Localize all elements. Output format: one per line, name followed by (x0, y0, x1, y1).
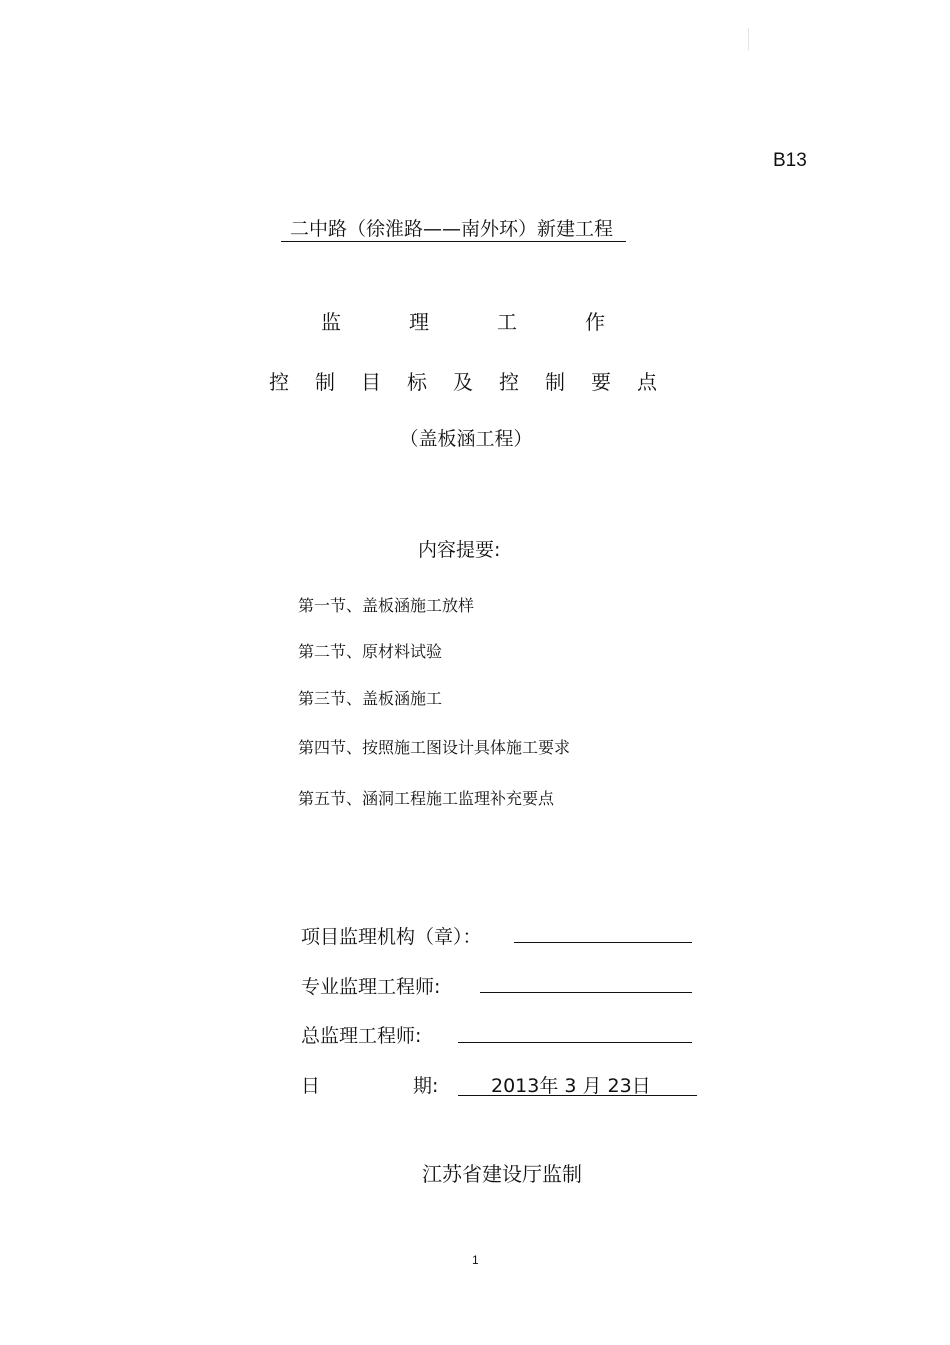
title-char: 理 (409, 310, 429, 334)
chief-signature-line (458, 1042, 692, 1043)
issuer: 江苏省建设厅监制 (422, 1162, 582, 1186)
corner-mark (748, 28, 749, 50)
subtitle: （盖板涵工程） (399, 428, 533, 450)
title-char: 及 (453, 370, 473, 394)
date-label-period: 期: (413, 1075, 439, 1097)
page-number: 1 (472, 1253, 479, 1267)
org-signature-line (514, 942, 692, 943)
title-char: 要 (591, 370, 611, 394)
date-field (458, 1071, 697, 1096)
engineer-label: 专业监理工程师: (301, 976, 441, 998)
document-code: B13 (773, 150, 807, 171)
title-char: 监 (321, 310, 341, 334)
title-char: 制 (545, 370, 565, 394)
title-line-control-targets (0, 366, 926, 395)
section-item: 第一节、盖板涵施工放样 (298, 596, 475, 615)
title-char: 标 (407, 370, 427, 394)
section-item: 第三节、盖板涵施工 (298, 689, 443, 708)
title-char: 目 (361, 370, 381, 394)
date-value: 2013年 3 月 23日 (491, 1075, 651, 1097)
project-title: 二中路（徐淮路——南外环）新建工程 (281, 217, 626, 242)
engineer-signature-line (480, 992, 692, 993)
section-item: 第四节、按照施工图设计具体施工要求 (298, 738, 571, 757)
title-line-supervision-work (0, 306, 926, 335)
section-item: 第五节、涵洞工程施工监理补充要点 (298, 789, 555, 808)
summary-heading: 内容提要: (418, 539, 501, 561)
title-char: 控 (499, 370, 519, 394)
chief-engineer-label: 总监理工程师: (301, 1025, 422, 1047)
title-char: 作 (585, 310, 605, 334)
org-label: 项目监理机构（章）： (301, 926, 482, 948)
date-label-day: 日 (301, 1075, 321, 1097)
title-char: 点 (637, 370, 657, 394)
title-char: 制 (315, 370, 335, 394)
title-char: 工 (497, 310, 517, 334)
section-item: 第二节、原材料试验 (298, 642, 443, 661)
title-char: 控 (269, 370, 289, 394)
